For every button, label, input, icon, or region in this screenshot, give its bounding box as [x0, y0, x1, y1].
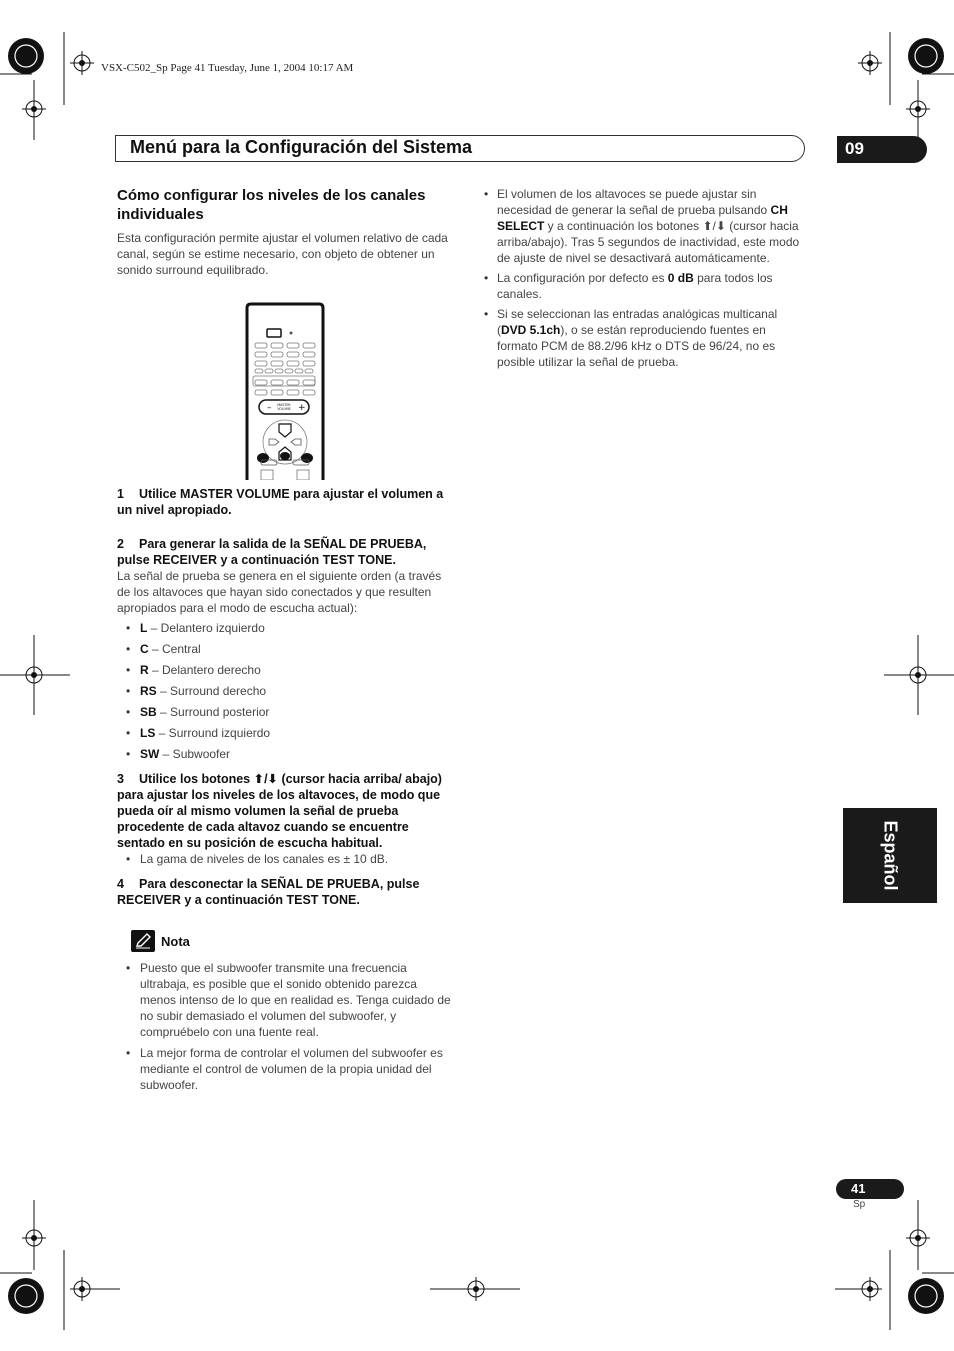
list-item: • La configuración por defecto es 0 dB para todos los canales. [484, 270, 804, 302]
list-item: • R – Delantero derecho [117, 662, 452, 678]
step-1: 1 Utilice MASTER VOLUME para ajustar el volumen a un nivel apropiado. [117, 487, 444, 517]
page-number: 41 [836, 1179, 904, 1199]
page-language-code: Sp [853, 1199, 866, 1210]
list-item: • SB – Surround posterior [117, 704, 452, 720]
list-item: • RS – Surround derecho [117, 683, 452, 699]
step-3: 3 Utilice los botones ⬆/⬇ (cursor hacia arriba/ abajo) para ajustar los niveles de los altavoces, de modo que pueda oír al mismo volumen la señal de prueba procedente de cada altavoz cuando se encuentre sentado en su posición de escucha habitual. [117, 772, 442, 850]
chapter-number: 09 [837, 136, 927, 163]
section-title: Cómo configurar los niveles de los canales individuales [117, 187, 426, 223]
svg-text:–: – [267, 403, 272, 413]
list-item: • Puesto que el subwoofer transmite una frecuencia ultrabaja, es posible que el sonido obtenido parezca menos intenso de lo que en realidad es. Tenga cuidado de no subir demasiado el volumen del subwoofer, y compruébelo con una fuente real. [117, 960, 452, 1040]
left-column [117, 186, 452, 1093]
note-heading [131, 930, 452, 952]
list-item: • LS – Surround izquierdo [117, 725, 452, 741]
svg-text:+: + [298, 403, 306, 413]
list-item: • SW – Subwoofer [117, 746, 452, 762]
list-item: • La mejor forma de controlar el volumen del subwoofer es mediante el control de volumen de la propia unidad del subwoofer. [117, 1045, 452, 1093]
step-3-bullets [117, 851, 452, 867]
speaker-list [117, 620, 452, 762]
note-list [117, 960, 452, 1093]
remote-icon [245, 302, 325, 480]
svg-text:VOLUME: VOLUME [277, 407, 291, 411]
remote-illustration [245, 302, 325, 480]
list-item: • La gama de niveles de los canales es ± 10 dB. [117, 851, 452, 867]
intro-text: Esta configuración permite ajustar el volumen relativo de cada canal, según se estime necesario, con objeto de obtener un sonido surround equilibrado. [117, 231, 448, 277]
pencil-note-icon [131, 930, 155, 952]
language-tab-label-wrap [843, 808, 937, 903]
step-2: 2 Para generar la salida de la SEÑAL DE PRUEBA, pulse RECEIVER y a continuación TEST TONE. [117, 537, 427, 567]
right-column [484, 186, 804, 374]
list-item: • L – Delantero izquierdo [117, 620, 452, 636]
step-2-text: La señal de prueba se genera en el siguiente orden (a través de los altavoces que hayan sido conectados y que resulten apropiados para el modo de escucha actual): [117, 569, 442, 615]
step-4: 4 Para desconectar la SEÑAL DE PRUEBA, pulse RECEIVER y a continuación TEST TONE. [117, 877, 420, 907]
list-item: • El volumen de los altavoces se puede ajustar sin necesidad de generar la señal de prueba pulsando CH SELECT y a continuación los botones ⬆/⬇ (cursor hacia arriba/abajo). Tras 5 segundos de inactividad, este modo de ajuste de nivel se desactivará automáticamente. [484, 186, 804, 266]
note-title: Nota [161, 933, 190, 949]
list-item: • Si se seleccionan las entradas analógicas multicanal (DVD 5.1ch), o se están reproduciendo fuentes en formato PCM de 88.2/96 kHz o DTS de 96/24, no es posible utilizar la señal de prueba. [484, 306, 804, 370]
svg-text:MASTER: MASTER [277, 403, 291, 407]
tips-list [484, 186, 804, 370]
language-tab-label: Español [880, 820, 901, 891]
list-item: • C – Central [117, 641, 452, 657]
print-header: VSX-C502_Sp Page 41 Tuesday, June 1, 2004 10:17 AM [101, 62, 354, 74]
chapter-title: Menú para la Configuración del Sistema [130, 137, 473, 157]
